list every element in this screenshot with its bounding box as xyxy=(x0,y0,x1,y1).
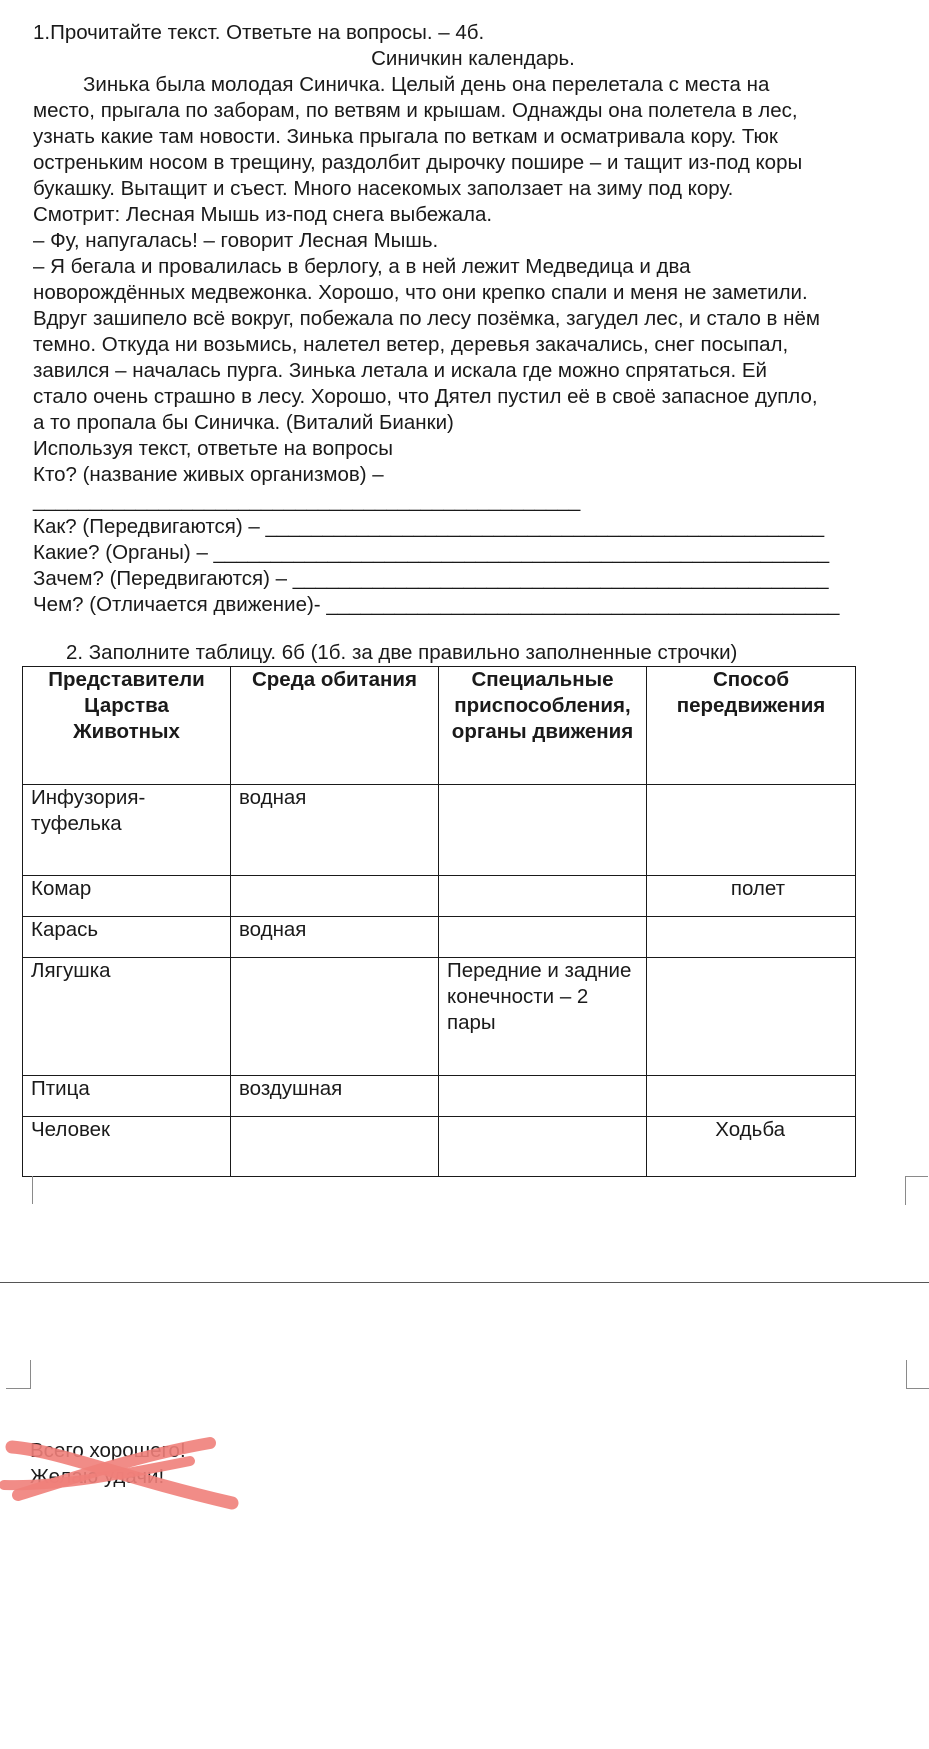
story-line: место, прыгала по заборам, по ветвям и крышам. Однажды она полетела в лес, xyxy=(33,99,798,122)
page-break-line xyxy=(0,1282,929,1283)
animals-table xyxy=(22,666,856,1177)
table-cell xyxy=(439,917,647,958)
table-row xyxy=(23,1076,856,1117)
story-line: букашку. Вытащит и съест. Много насекомых заползает на зиму под кору. xyxy=(33,177,734,200)
table-cell: водная xyxy=(231,917,439,958)
struck-line: Желаю удачи! xyxy=(30,1465,165,1488)
task-2-heading: 2. Заполните таблицу. 6б (1б. за две правильно заполненные строчки) xyxy=(66,641,738,664)
column-header: Среда обитания xyxy=(231,667,439,785)
question-line: Зачем? (Передвигаются) – _______________________________________________ xyxy=(33,567,829,590)
story-line: темно. Откуда ни возьмись, налетел ветер, деревья закачались, снег посыпал, xyxy=(33,333,789,356)
table-cell: Ходьба xyxy=(647,1117,856,1177)
table-row xyxy=(23,917,856,958)
question-line: Кто? (название живых организмов) – xyxy=(33,463,384,486)
column-header: Способ передвижения xyxy=(647,667,856,785)
page-corner-mark xyxy=(906,1360,929,1389)
table-cell: водная xyxy=(231,785,439,876)
question-line: Чем? (Отличается движение)- _____________________________________________ xyxy=(33,593,840,616)
question-line: Какие? (Органы) – ______________________________________________________ xyxy=(33,541,830,564)
table-cell: воздушная xyxy=(231,1076,439,1117)
table-cell: Лягушка xyxy=(23,958,231,1076)
table-cell xyxy=(439,1117,647,1177)
table-row xyxy=(23,1117,856,1177)
page-corner-mark xyxy=(905,1176,928,1205)
instruction: Используя текст, ответьте на вопросы xyxy=(33,437,393,460)
table-cell xyxy=(647,1076,856,1117)
table-cell xyxy=(439,1076,647,1117)
story-line: Зинька была молодая Синичка. Целый день она перелетала с места на xyxy=(83,73,770,96)
story-line: новорождённых медвежонка. Хорошо, что они крепко спали и меня не заметили. xyxy=(33,281,808,304)
table-cell: полет xyxy=(647,876,856,917)
red-scribble-strike xyxy=(0,1425,250,1515)
question-line: Как? (Передвигаются) – _________________________________________________ xyxy=(33,515,825,538)
page-corner-mark xyxy=(6,1360,31,1389)
table-cell: Птица xyxy=(23,1076,231,1117)
task-1-header: 1.Прочитайте текст. Ответьте на вопросы. – 4б. xyxy=(33,21,485,44)
table-cell: Карась xyxy=(23,917,231,958)
table-cell xyxy=(647,917,856,958)
table-cell xyxy=(231,1117,439,1177)
table-cell: Инфузория-туфелька xyxy=(23,785,231,876)
table-cell xyxy=(231,876,439,917)
story-line: остреньким носом в трещину, раздолбит дырочку пошире – и тащит из-под коры xyxy=(33,151,803,174)
table-cell xyxy=(231,958,439,1076)
story-line: Вдруг зашипело всё вокруг, побежала по лесу позёмка, загудел лес, и стало в нём xyxy=(33,307,820,330)
table-cell: Человек xyxy=(23,1117,231,1177)
table-cell xyxy=(439,785,647,876)
story-text xyxy=(33,72,913,436)
table-cell: Комар xyxy=(23,876,231,917)
table-header-row xyxy=(23,667,856,785)
page-corner-mark xyxy=(10,1176,33,1204)
story-line: завился – началась пурга. Зинька летала и искала где можно спрятаться. Ей xyxy=(33,359,767,382)
table-row xyxy=(23,876,856,917)
story-line: – Фу, напугалась! – говорит Лесная Мышь. xyxy=(33,229,439,252)
task-1 xyxy=(33,20,913,618)
table-cell xyxy=(647,785,856,876)
story-line: а то пропала бы Синичка. (Виталий Бианки) xyxy=(33,411,454,434)
column-header: Специальные приспособления, органы движения xyxy=(439,667,647,785)
column-header: Представители Царства Животных xyxy=(23,667,231,785)
struck-line: Всего хорошего! xyxy=(30,1439,186,1462)
story-title: Синичкин календарь. xyxy=(371,47,575,70)
table-cell xyxy=(647,958,856,1076)
table-cell: Передние и задние конечности – 2 пары xyxy=(439,958,647,1076)
answer-line: ________________________________________________ xyxy=(33,489,581,512)
story-line: Смотрит: Лесная Мышь из-под снега выбежала. xyxy=(33,203,493,226)
story-line: – Я бегала и провалилась в берлогу, а в ней лежит Медведица и два xyxy=(33,255,691,278)
story-line: узнать какие там новости. Зинька прыгала по веткам и осматривала кору. Тюк xyxy=(33,125,778,148)
table-row xyxy=(23,785,856,876)
story-line: стало очень страшно в лесу. Хорошо, что Дятел пустил её в своё запасное дупло, xyxy=(33,385,818,408)
table-cell xyxy=(439,876,647,917)
table-row xyxy=(23,958,856,1076)
